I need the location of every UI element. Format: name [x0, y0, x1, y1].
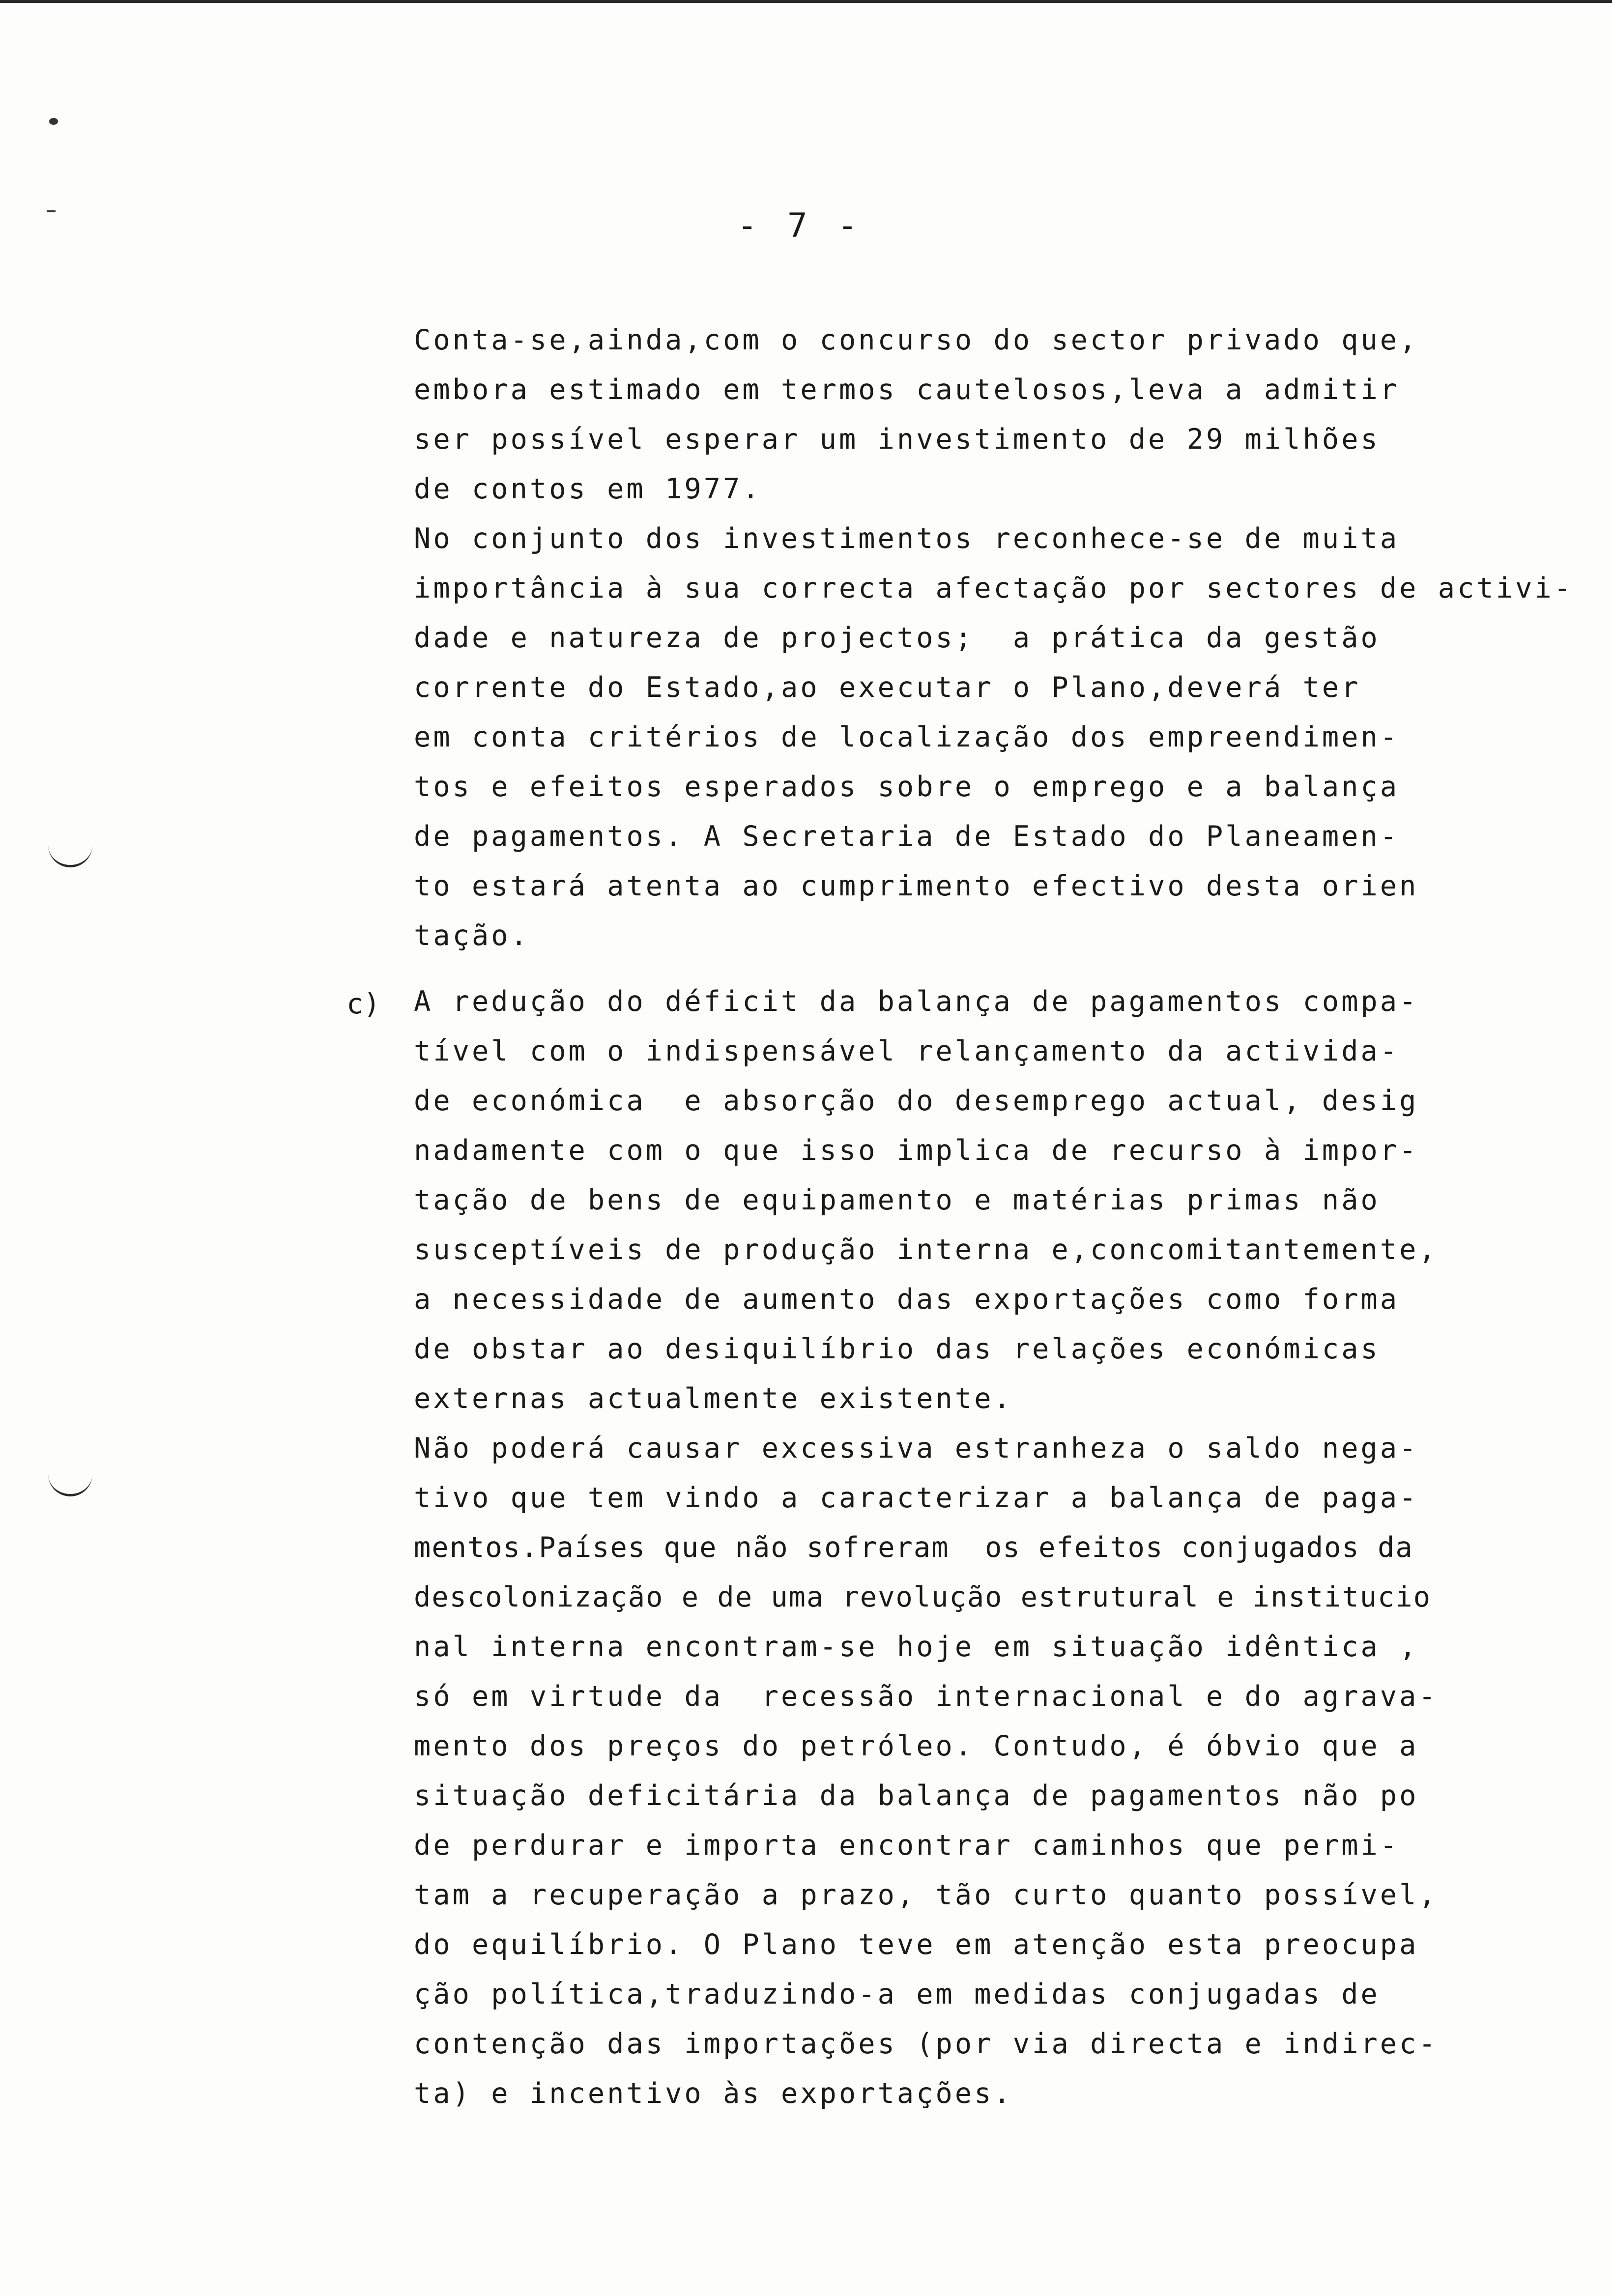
text-line: ser possível esperar um investimento de 29 milhões	[414, 423, 1380, 456]
punch-mark	[48, 845, 92, 867]
margin-mark	[49, 118, 58, 125]
text-line: Conta-se,ainda,com o concurso do sector privado que,	[414, 324, 1419, 356]
text-line: descolonização e de uma revolução estrutural e institucio	[414, 1581, 1432, 1613]
text-line: só em virtude da recessão internacional e do agrava-	[414, 1680, 1438, 1713]
text-line: importância à sua correcta afectação por sectores de activi-	[414, 572, 1574, 604]
text-line: to estará atenta ao cumprimento efectivo desta orien	[414, 870, 1419, 902]
punch-mark	[48, 1474, 92, 1496]
text-line: ta) e incentivo às exportações.	[414, 2077, 1013, 2110]
text-line: nadamente com o que isso implica de recurso à impor-	[414, 1134, 1419, 1167]
text-line: mento dos preços do petróleo. Contudo, é óbvio que a	[414, 1730, 1419, 1762]
text-line: tam a recuperação a prazo, tão curto quanto possível,	[414, 1879, 1438, 1911]
text-line: de perdurar e importa encontrar caminhos que permi-	[414, 1829, 1400, 1862]
text-line: do equilíbrio. O Plano teve em atenção esta preocupa	[414, 1928, 1419, 1961]
text-line: susceptíveis de produção interna e,concomitantemente,	[414, 1234, 1438, 1266]
text-line: de pagamentos. A Secretaria de Estado do Planeamen-	[414, 820, 1400, 853]
text-line: mentos.Países que não sofreram os efeitos conjugados da	[414, 1531, 1413, 1564]
text-line: nal interna encontram-se hoje em situação idêntica ,	[414, 1631, 1419, 1663]
text-line: A redução do déficit da balança de pagamentos compa-	[414, 985, 1419, 1018]
text-line: de contos em 1977.	[414, 473, 762, 505]
text-line: contenção das importações (por via directa e indirec-	[414, 2028, 1438, 2060]
text-line: tação.	[414, 919, 530, 952]
text-line: de obstar ao desiquilíbrio das relações económicas	[414, 1333, 1380, 1365]
text-line: situação deficitária da balança de pagamentos não po	[414, 1779, 1419, 1812]
margin-mark	[47, 210, 56, 212]
text-line: tível com o indispensável relançamento da activida-	[414, 1035, 1400, 1067]
text-line: em conta critérios de localização dos empreendimen-	[414, 721, 1400, 753]
text-line: tos e efeitos esperados sobre o emprego e a balança	[414, 771, 1400, 803]
text-line: corrente do Estado,ao executar o Plano,deverá ter	[414, 671, 1361, 704]
text-line: No conjunto dos investimentos reconhece-se de muita	[414, 522, 1400, 555]
text-line: de económica e absorção do desemprego actual, desig	[414, 1085, 1419, 1117]
top-rule	[0, 0, 1612, 3]
text-line: a necessidade de aumento das exportações como forma	[414, 1283, 1400, 1316]
text-line: tivo que tem vindo a caracterizar a balança de paga-	[414, 1482, 1419, 1514]
text-line: tação de bens de equipamento e matérias primas não	[414, 1184, 1380, 1216]
text-line: Não poderá causar excessiva estranheza o saldo nega-	[414, 1432, 1419, 1464]
text-line: dade e natureza de projectos; a prática da gestão	[414, 622, 1380, 654]
text-line: externas actualmente existente.	[414, 1382, 1013, 1415]
text-line: ção política,traduzindo-a em medidas conjugadas de	[414, 1978, 1380, 2010]
list-marker-c: c)	[346, 988, 380, 1020]
text-line: embora estimado em termos cautelosos,leva a admitir	[414, 373, 1400, 406]
page-number: - 7 -	[737, 206, 863, 245]
